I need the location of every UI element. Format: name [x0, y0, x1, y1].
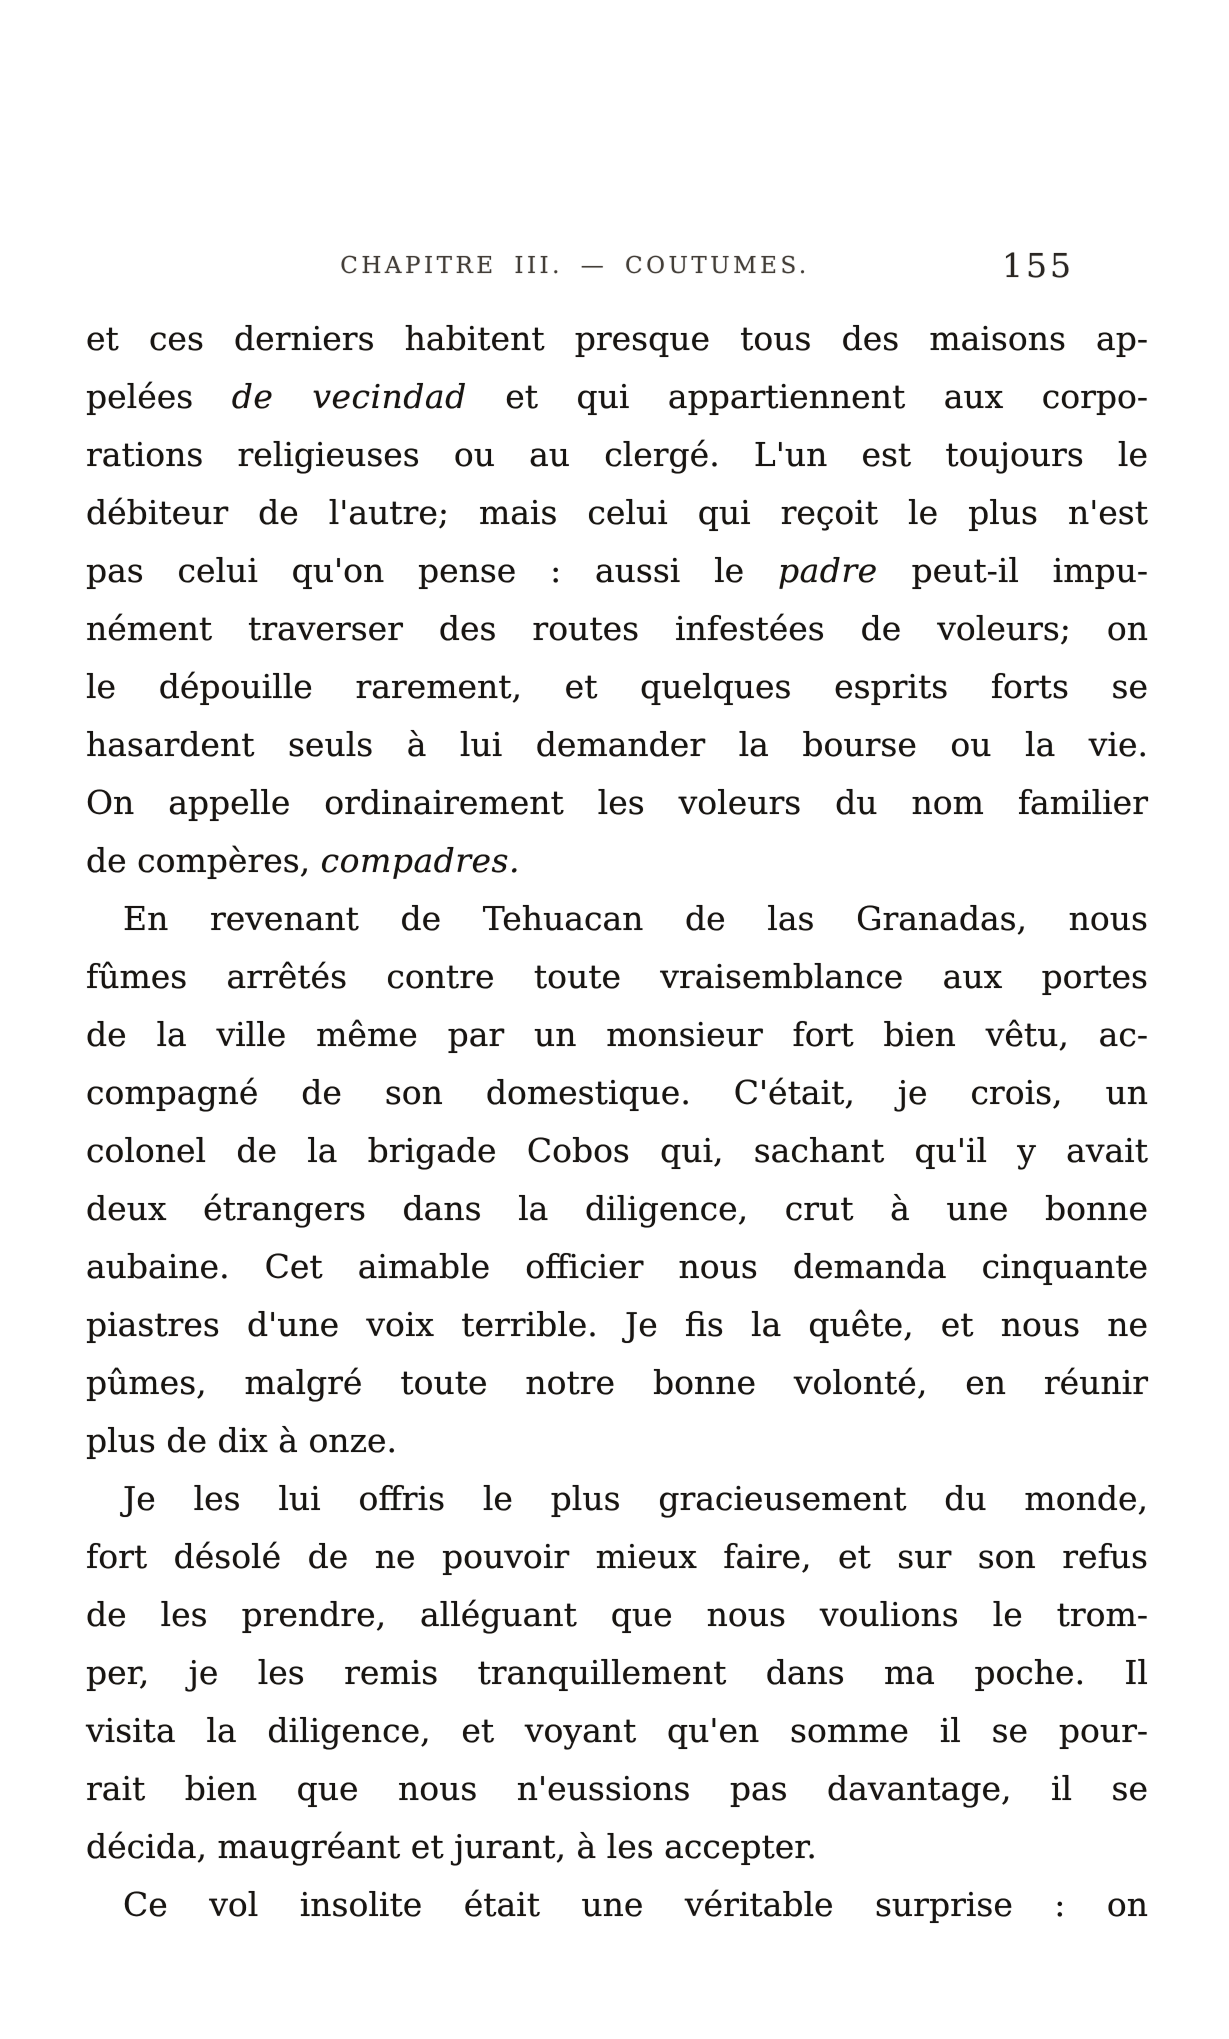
text-segment: nément traverser des routes infestées de voleurs; on	[86, 609, 1148, 648]
text-segment: plus de dix à onze.	[86, 1421, 397, 1460]
text-line	[86, 1238, 1148, 1296]
text-line	[86, 600, 1148, 658]
text-segment: pûmes, malgré toute notre bonne volonté, en réunir	[86, 1363, 1148, 1402]
text-line	[86, 1006, 1148, 1064]
text-segment: Ce vol insolite était une véritable surprise : on	[123, 1885, 1148, 1924]
text-segment: visita la diligence, et voyant qu'en somme il se pour-	[86, 1711, 1148, 1750]
text-line	[86, 658, 1148, 716]
text-line	[86, 948, 1148, 1006]
italic-text-segment: padre	[777, 551, 878, 590]
text-segment: fort désolé de ne pouvoir mieux faire, et sur son refus	[86, 1537, 1148, 1576]
text-segment: aubaine. Cet aimable officier nous demanda cinquante	[86, 1247, 1148, 1286]
text-line	[86, 1702, 1148, 1760]
text-segment: pelées	[86, 377, 232, 416]
text-segment: rations religieuses ou au clergé. L'un est toujours le	[86, 435, 1148, 474]
text-segment: et ces derniers habitent presque tous des maisons ap-	[86, 319, 1148, 358]
text-segment: rait bien que nous n'eussions pas davantage, il se	[86, 1769, 1148, 1808]
text-segment: En revenant de Tehuacan de las Granadas, nous	[123, 899, 1148, 938]
italic-text-segment: compadres.	[320, 841, 520, 880]
text-line	[86, 1586, 1148, 1644]
text-line	[86, 1470, 1148, 1528]
text-line	[86, 1296, 1148, 1354]
text-segment: et qui appartiennent aux corpo-	[466, 377, 1148, 416]
text-segment: hasardent seuls à lui demander la bourse ou la vie.	[86, 725, 1148, 764]
text-segment: de les prendre, alléguant que nous voulions le trom-	[86, 1595, 1148, 1634]
running-header	[85, 253, 1065, 279]
text-segment: décida, maugréant et jurant, à les accepter.	[86, 1827, 817, 1866]
text-segment: On appelle ordinairement les voleurs du nom familier	[86, 783, 1148, 822]
page-number: 155	[1002, 246, 1074, 285]
text-line	[86, 1412, 1148, 1470]
text-line	[86, 426, 1148, 484]
text-segment: fûmes arrêtés contre toute vraisemblance aux portes	[86, 957, 1148, 996]
text-segment: compagné de son domestique. C'était, je crois, un	[86, 1073, 1148, 1112]
text-segment: de compères,	[86, 841, 321, 880]
text-line	[86, 716, 1148, 774]
italic-text-segment: de vecindad	[231, 377, 467, 416]
body-text	[86, 310, 1148, 1934]
text-line	[86, 1876, 1148, 1934]
text-line	[86, 1644, 1148, 1702]
text-line	[86, 1818, 1148, 1876]
text-segment: débiteur de l'autre; mais celui qui reçoit le plus n'est	[86, 493, 1148, 532]
text-line	[86, 1528, 1148, 1586]
text-line	[86, 542, 1148, 600]
text-line	[86, 310, 1148, 368]
text-line	[86, 1354, 1148, 1412]
text-line	[86, 484, 1148, 542]
text-segment: peut-il impu-	[877, 551, 1149, 590]
text-segment: per, je les remis tranquillement dans ma poche. Il	[86, 1653, 1148, 1692]
text-line	[86, 1760, 1148, 1818]
text-segment: colonel de la brigade Cobos qui, sachant qu'il y avait	[86, 1131, 1148, 1170]
text-segment: pas celui qu'on pense : aussi le	[86, 551, 778, 590]
text-line	[86, 890, 1148, 948]
text-line	[86, 1180, 1148, 1238]
text-line	[86, 832, 1148, 890]
text-segment: deux étrangers dans la diligence, crut à une bonne	[86, 1189, 1148, 1228]
text-line	[86, 368, 1148, 426]
text-line	[86, 774, 1148, 832]
text-segment: le dépouille rarement, et quelques esprits forts se	[86, 667, 1148, 706]
text-line	[86, 1064, 1148, 1122]
text-segment: Je les lui offris le plus gracieusement du monde,	[123, 1479, 1148, 1518]
text-segment: de la ville même par un monsieur fort bien vêtu, ac-	[86, 1015, 1148, 1054]
text-line	[86, 1122, 1148, 1180]
text-segment: piastres d'une voix terrible. Je fis la quête, et nous ne	[86, 1305, 1148, 1344]
chapter-header-title: CHAPITRE III. — COUTUMES.	[340, 253, 810, 279]
